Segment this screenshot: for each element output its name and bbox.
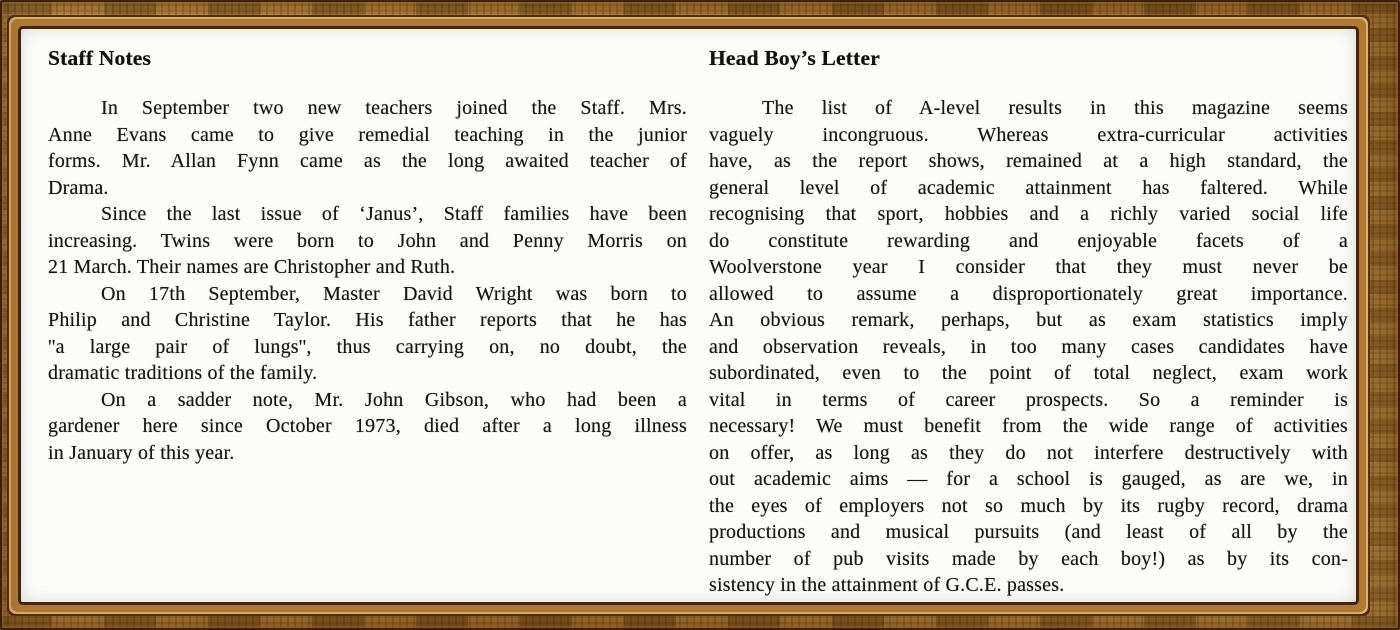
paragraph xyxy=(48,281,687,387)
text-line: Woolverstone year I consider that they must never be xyxy=(709,256,1348,278)
paragraph xyxy=(709,95,1348,599)
text-line: have, as the report shows, remained at a high standard, the xyxy=(709,150,1348,172)
text-line: in January of this year. xyxy=(48,441,235,464)
paragraph xyxy=(48,95,687,201)
head-boys-letter-heading: Head Boy’s Letter xyxy=(709,46,880,70)
paragraph xyxy=(48,387,687,467)
text-line: forms. Mr. Allan Fynn came as the long awaited teacher of xyxy=(48,150,687,172)
text-line: sistency in the attainment of G.C.E. passes. xyxy=(709,574,1065,596)
text-line: subordinated, even to the point of total neglect, exam work xyxy=(709,362,1348,384)
text-line: number of pub visits made by each boy!) as by its con- xyxy=(709,547,1348,570)
head-boys-letter-body xyxy=(709,95,1348,599)
text-line: Drama. xyxy=(48,176,109,199)
text-line: and observation reveals, in too many cases candidates have xyxy=(709,335,1348,358)
text-line: An obvious remark, perhaps, but as exam statistics imply xyxy=(709,309,1348,331)
text-line: dramatic traditions of the family. xyxy=(48,362,318,384)
text-line: 21 March. Their names are Christopher and Ruth. xyxy=(48,256,456,278)
text-line: Since the last issue of ‘Janus’, Staff families have been xyxy=(101,203,687,225)
text-line: On 17th September, Master David Wright was born to xyxy=(101,282,687,305)
text-line: productions and musical pursuits (and least of all by the xyxy=(709,521,1348,543)
text-line: ''a large pair of lungs'', thus carrying on, no doubt, the xyxy=(48,335,687,358)
text-line: recognising that sport, hobbies and a richly varied social life xyxy=(709,203,1348,225)
staff-notes-column xyxy=(48,46,687,602)
text-line: The list of A-level results in this magazine seems xyxy=(762,97,1348,119)
text-line: on offer, as long as they do not interfere destructively with xyxy=(709,441,1348,464)
text-line: On a sadder note, Mr. John Gibson, who had been a xyxy=(101,388,687,411)
text-line: general level of academic attainment has faltered. While xyxy=(709,176,1348,199)
text-line: increasing. Twins were born to John and Penny Morris on xyxy=(48,229,687,252)
magazine-page xyxy=(21,29,1356,602)
head-boys-letter-column xyxy=(709,46,1348,602)
text-line: the eyes of employers not so much by its rugby record, drama xyxy=(709,494,1348,517)
text-line: gardener here since October 1973, died after a long illness xyxy=(48,415,687,437)
text-line: vital in terms of career prospects. So a reminder is xyxy=(709,388,1348,411)
staff-notes-heading: Staff Notes xyxy=(48,46,152,70)
text-line: allowed to assume a disproportionately great importance. xyxy=(709,282,1348,305)
paragraph xyxy=(48,201,687,281)
text-line: do constitute rewarding and enjoyable facets of a xyxy=(709,229,1348,252)
text-line: out academic aims — for a school is gauged, as are we, in xyxy=(709,468,1348,490)
text-line: Anne Evans came to give remedial teaching in the junior xyxy=(48,123,687,146)
text-line: necessary! We must benefit from the wide range of activities xyxy=(709,415,1348,437)
text-line: In September two new teachers joined the Staff. Mrs. xyxy=(101,97,687,119)
text-line: vaguely incongruous. Whereas extra-curricular activities xyxy=(709,123,1348,146)
text-line: Philip and Christine Taylor. His father reports that he has xyxy=(48,309,687,331)
staff-notes-body xyxy=(48,95,687,466)
